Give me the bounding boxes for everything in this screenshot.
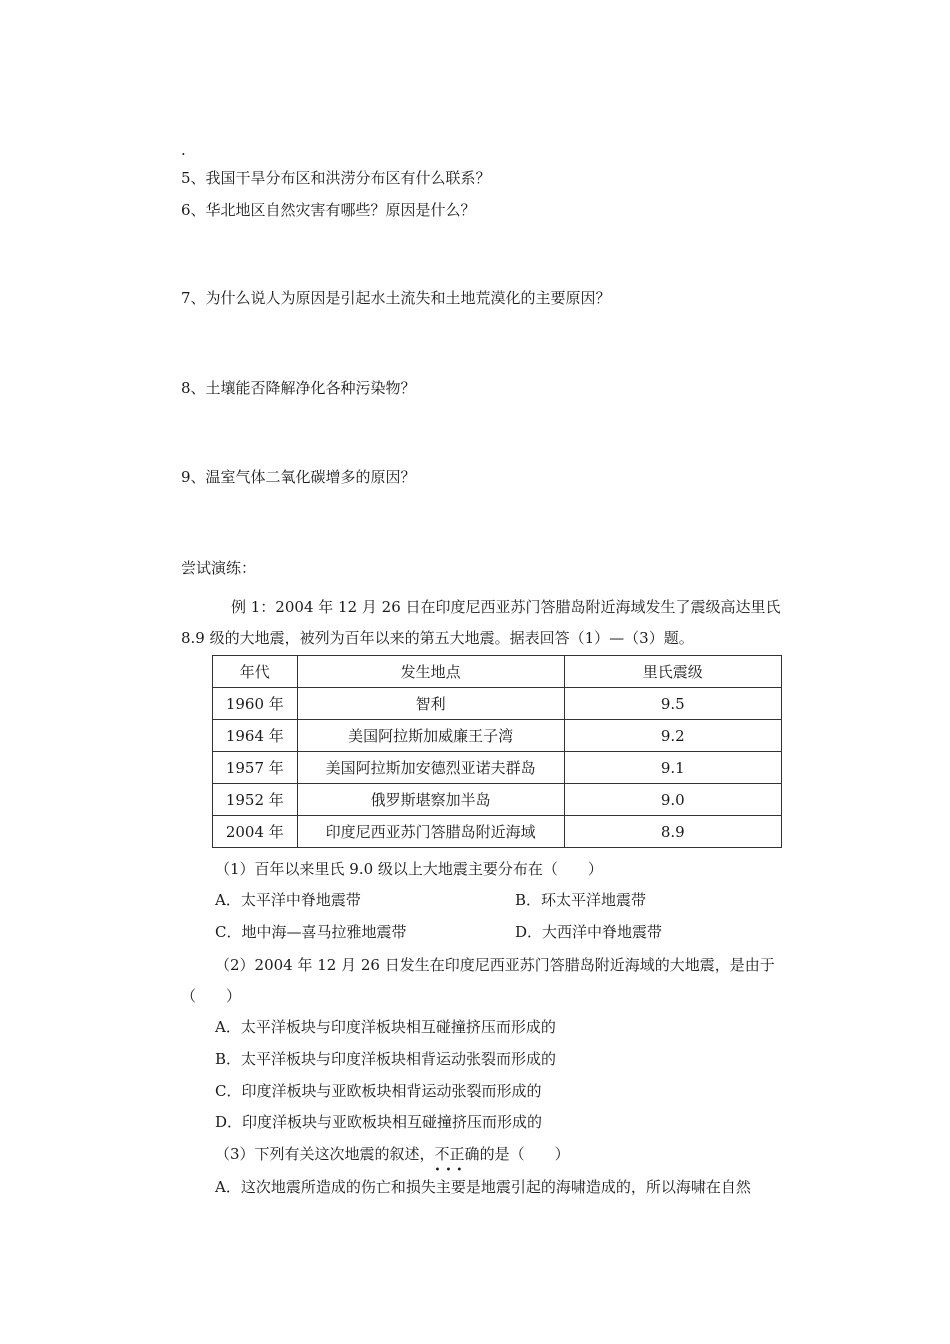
q2-option-a: A．太平洋板块与印度洋板块相互碰撞挤压而形成的 — [215, 1018, 556, 1036]
q3-stem-after: 的是（ ） — [479, 1145, 570, 1163]
header-location: 发生地点 — [297, 656, 564, 688]
question-9: 9、温室气体二氧化碳增多的原因？ — [181, 468, 416, 486]
q3-stem — [215, 1144, 570, 1176]
table-header-row — [213, 656, 782, 688]
table-row — [213, 688, 782, 720]
q3-emphasis-text: 不正确 — [434, 1145, 480, 1163]
cell-magnitude: 9.5 — [564, 688, 781, 720]
earthquake-table — [212, 655, 782, 848]
example-line-1: 例 1：2004 年 12 月 26 日在印度尼西亚苏门答腊岛附近海域发生了震级高达里氏 — [231, 598, 781, 616]
q2-stem: （2）2004 年 12 月 26 日发生在印度尼西亚苏门答腊岛附近海域的大地震，是由于 — [215, 956, 775, 974]
q2-option-c: C．印度洋板块与亚欧板块相背运动张裂而形成的 — [215, 1082, 542, 1100]
header-magnitude: 里氏震级 — [564, 656, 781, 688]
section-title: 尝试演练： — [181, 559, 257, 577]
question-6: 6、华北地区自然灾害有哪些？原因是什么？ — [181, 201, 476, 219]
table-row — [213, 720, 782, 752]
cell-year: 2004 年 — [213, 816, 298, 848]
table-row — [213, 816, 782, 848]
q1-option-c: C．地中海—喜马拉雅地震带 — [215, 923, 407, 941]
q1-option-d: D．大西洋中脊地震带 — [515, 923, 663, 941]
table-row — [213, 784, 782, 816]
cell-location: 美国阿拉斯加威廉王子湾 — [297, 720, 564, 752]
q3-stem-emphasis — [434, 1145, 480, 1176]
q3-stem-before: （3）下列有关这次地震的叙述， — [215, 1145, 435, 1163]
cell-magnitude: 9.1 — [564, 752, 781, 784]
cell-magnitude: 9.0 — [564, 784, 781, 816]
cell-year: 1952 年 — [213, 784, 298, 816]
q2-option-b: B．太平洋板块与印度洋板块相背运动张裂而形成的 — [215, 1050, 557, 1068]
cell-location: 美国阿拉斯加安德烈亚诺夫群岛 — [297, 752, 564, 784]
table-row — [213, 752, 782, 784]
emphasis-dots-icon: ••• — [434, 1165, 468, 1176]
q1-option-b: B．环太平洋地震带 — [515, 891, 647, 909]
cell-year: 1957 年 — [213, 752, 298, 784]
cell-magnitude: 8.9 — [564, 816, 781, 848]
cell-location: 印度尼西亚苏门答腊岛附近海域 — [297, 816, 564, 848]
cell-location: 俄罗斯堪察加半岛 — [297, 784, 564, 816]
cell-magnitude: 9.2 — [564, 720, 781, 752]
example-line-2: 8.9 级的大地震，被列为百年以来的第五大地震。据表回答（1）—（3）题。 — [181, 629, 694, 647]
q3-option-a: A．这次地震所造成的伤亡和损失主要是地震引起的海啸造成的，所以海啸在自然 — [215, 1178, 751, 1196]
q1-stem: （1）百年以来里氏 9.0 级以上大地震主要分布在（ ） — [215, 860, 603, 878]
cell-location: 智利 — [297, 688, 564, 720]
top-mark: . — [181, 141, 186, 159]
q1-option-a: A．太平洋中脊地震带 — [215, 891, 361, 909]
q2-option-d: D．印度洋板块与亚欧板块相互碰撞挤压而形成的 — [215, 1113, 543, 1131]
question-8: 8、土壤能否降解净化各种污染物？ — [181, 379, 416, 397]
cell-year: 1960 年 — [213, 688, 298, 720]
cell-year: 1964 年 — [213, 720, 298, 752]
question-7: 7、为什么说人为原因是引起水土流失和土地荒漠化的主要原因？ — [181, 289, 611, 307]
header-year: 年代 — [213, 656, 298, 688]
question-5: 5、我国干旱分布区和洪涝分布区有什么联系？ — [181, 169, 491, 187]
q2-stem-cont: （ ） — [181, 987, 242, 1005]
